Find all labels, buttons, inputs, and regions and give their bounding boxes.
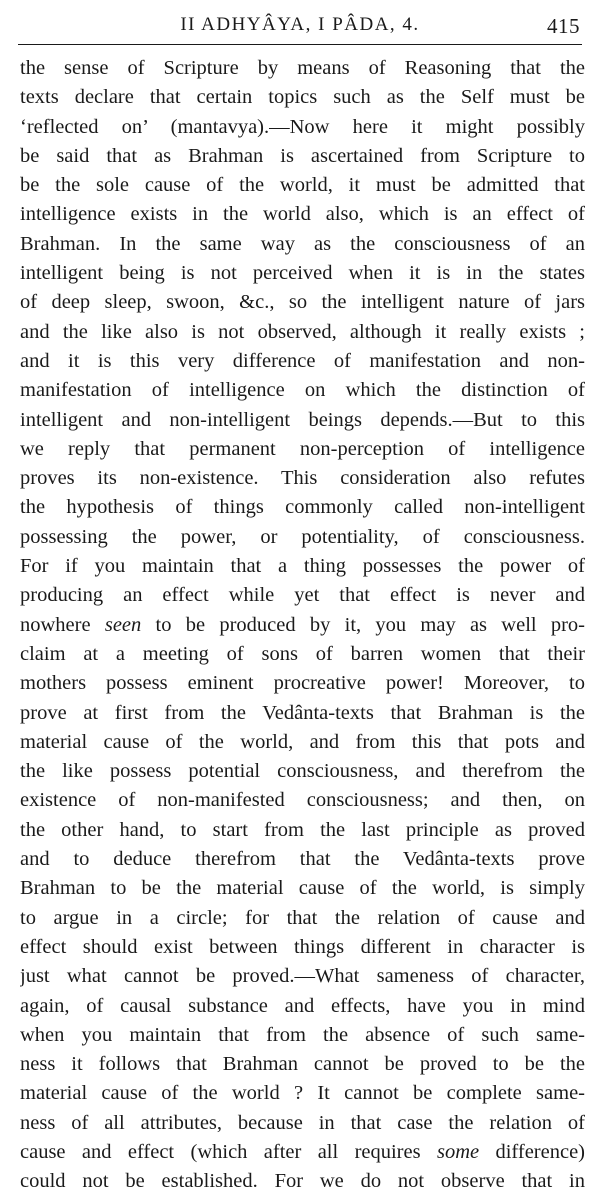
text-segment: Brahman. In the same way as the consciousness of an <box>20 232 585 255</box>
text-line <box>20 288 585 317</box>
text-segment: proves its non-existence. This consideration also refutes <box>20 467 585 490</box>
text-line <box>20 962 585 991</box>
text-line <box>20 699 585 728</box>
text-segment: could not be established. For we do not observe that in <box>20 1170 585 1193</box>
text-line <box>20 611 585 640</box>
text-segment: intelligent and non-intelligent beings depends.—But to this <box>20 408 585 431</box>
emphasis-text: some <box>436 1140 480 1163</box>
text-segment: producing an effect while yet that effect is never and <box>20 584 585 607</box>
text-segment: just what cannot be proved.—What sameness of character, <box>20 965 585 988</box>
text-segment: ‘reflected on’ (mantavya).—Now here it might possibly <box>20 115 585 138</box>
body-text <box>20 54 585 1197</box>
running-head: II ADHYÂYA, I PÂDA, 4. <box>180 14 420 35</box>
text-line <box>20 874 585 903</box>
text-line <box>20 1079 585 1108</box>
text-line <box>20 816 585 845</box>
text-segment: to be produced by it, you may as well pro- <box>141 613 585 636</box>
text-segment: the other hand, to start from the last principle as proved <box>20 818 585 841</box>
text-segment: the sense of Scripture by means of Reasoning that the <box>20 57 585 79</box>
text-line <box>20 200 585 229</box>
text-segment: difference) <box>479 1140 585 1163</box>
text-line <box>20 83 585 112</box>
text-segment: of deep sleep, swoon, &c., so the intelligent nature of jars <box>20 291 585 314</box>
text-line <box>20 1138 585 1167</box>
text-segment: Brahman to be the material cause of the world, is simply <box>20 877 585 900</box>
text-line <box>20 113 585 142</box>
text-line <box>20 786 585 815</box>
text-line <box>20 552 585 581</box>
text-segment: material cause of the world, and from this that pots and <box>20 730 585 753</box>
text-line <box>20 523 585 552</box>
text-line <box>20 933 585 962</box>
text-segment: nowhere <box>20 613 105 636</box>
header-rule <box>18 44 582 45</box>
text-line <box>20 581 585 610</box>
text-line <box>20 1021 585 1050</box>
text-segment: and it is this very difference of manifestation and non- <box>20 349 585 372</box>
page-number: 415 <box>547 14 580 38</box>
text-line <box>20 259 585 288</box>
text-segment: and to deduce therefrom that the Vedânta-texts prove <box>20 848 585 871</box>
text-line <box>20 1050 585 1079</box>
text-line <box>20 757 585 786</box>
text-segment: cause and effect (which after all requires <box>20 1140 437 1163</box>
text-segment: intelligent being is not perceived when it is in the states <box>20 262 585 285</box>
text-segment: be said that as Brahman is ascertained from Scripture to <box>20 144 585 167</box>
text-segment: ness of all attributes, because in that case the relation of <box>20 1111 585 1134</box>
text-line <box>20 435 585 464</box>
text-segment: texts declare that certain topics such as the Self must be <box>20 86 585 109</box>
text-segment: and the like also is not observed, although it really exists ; <box>20 320 585 343</box>
text-segment: the hypothesis of things commonly called non-intelligent <box>20 496 585 519</box>
text-line <box>20 904 585 933</box>
text-line <box>20 347 585 376</box>
text-line <box>20 464 585 493</box>
text-line <box>20 142 585 171</box>
text-segment: For if you maintain that a thing possesses the power of <box>20 555 585 578</box>
text-line <box>20 845 585 874</box>
text-line <box>20 728 585 757</box>
text-line <box>20 992 585 1021</box>
text-segment: possessing the power, or potentiality, of consciousness. <box>20 525 585 548</box>
text-line <box>20 640 585 669</box>
text-line <box>20 1109 585 1138</box>
text-line <box>20 171 585 200</box>
text-segment: claim at a meeting of sons of barren women that their <box>20 642 585 665</box>
text-segment: material cause of the world ? It cannot be complete same- <box>20 1082 585 1105</box>
text-line <box>20 669 585 698</box>
text-segment: to argue in a circle; for that the relation of cause and <box>20 906 585 929</box>
text-segment: the like possess potential consciousness, and therefrom the <box>20 760 585 783</box>
emphasis-text: seen <box>104 613 142 636</box>
text-line <box>20 318 585 347</box>
text-line <box>20 406 585 435</box>
text-line <box>20 1167 585 1196</box>
text-segment: effect should exist between things different in character is <box>20 935 585 958</box>
text-line <box>20 230 585 259</box>
text-segment: mothers possess eminent procreative power! Moreover, to <box>20 672 585 695</box>
text-segment: ness it follows that Brahman cannot be proved to be the <box>20 1053 585 1076</box>
text-line <box>20 54 585 83</box>
text-segment: prove at first from the Vedânta-texts that Brahman is the <box>20 701 585 724</box>
text-segment: existence of non-manifested consciousness; and then, on <box>20 789 585 812</box>
text-segment: manifestation of intelligence on which the distinction of <box>20 379 585 402</box>
text-line <box>20 493 585 522</box>
text-segment: be the sole cause of the world, it must be admitted that <box>20 174 585 197</box>
text-segment: when you maintain that from the absence of such same- <box>20 1023 585 1046</box>
text-line <box>20 376 585 405</box>
page-header <box>18 14 582 44</box>
text-segment: we reply that permanent non-perception of intelligence <box>20 437 585 460</box>
text-segment: intelligence exists in the world also, which is an effect of <box>20 203 585 226</box>
text-segment: again, of causal substance and effects, have you in mind <box>20 994 585 1017</box>
